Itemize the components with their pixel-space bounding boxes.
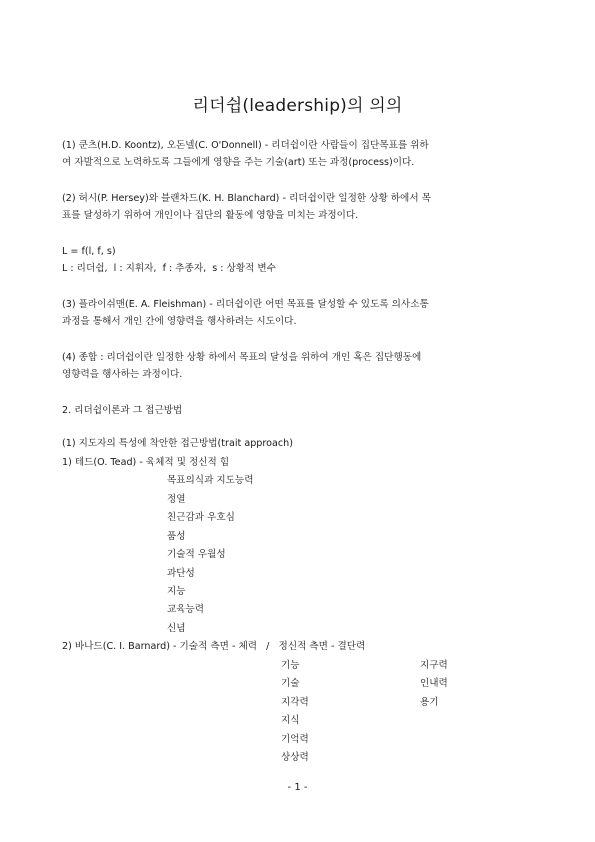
para3-line1: (3) 플라이쉬맨(E. A. Fleishman) - 리더쉽이란 어떤 목표를 달성할 수 있도록 의사소통: [62, 299, 429, 310]
barnard-tech-item: 지각력: [281, 697, 309, 708]
tead-item: 목표의식과 지도능력: [167, 475, 254, 486]
para4-line1: (4) 종합 : 리더쉽이란 일정한 상황 하에서 목표의 달성을 위하여 개인 혹은 집단행동에: [62, 352, 422, 363]
page-number: - 1 -: [287, 782, 308, 793]
trait-heading: (1) 지도자의 특성에 착안한 접근방법(trait approach): [62, 438, 293, 449]
para1-line2: 여 자발적으로 노력하도록 그들에게 영향을 주는 기술(art) 또는 과정(process)이다.: [62, 157, 415, 168]
section-heading: 2. 리더쉽이론과 그 접근방법: [62, 405, 183, 416]
para2-line2: 표를 달성하기 위하여 개인이나 집단의 활동에 영향을 미치는 과정이다.: [62, 210, 359, 221]
formula-line1: L = f(l, f, s): [62, 246, 116, 257]
tead-item: 기술적 우월성: [167, 549, 226, 560]
barnard-mental-item: 인내력: [420, 678, 448, 689]
para2-line1: (2) 허시(P. Hersey)와 블랜차드(K. H. Blanchard) - 리더쉽이란 일정한 상황 하에서 목: [62, 193, 431, 204]
para1-line1: (1) 쿤츠(H.D. Koontz), 오돈넬(C. O'Donnell) - 리더쉽이란 사람들이 집단목표를 위하: [62, 140, 429, 151]
barnard-mental-item: 용기: [420, 697, 439, 708]
para4-line2: 영향력을 행사하는 과정이다.: [62, 369, 183, 380]
tead-item: 과단성: [167, 568, 195, 579]
barnard-tech-item: 상상력: [281, 752, 309, 763]
page-title: 리더쉽(leadership)의 의의: [192, 96, 403, 116]
formula-line2: L : 리더쉽, l : 지휘자, f : 추종자, s : 상황적 변수: [62, 263, 276, 274]
barnard-tech-item: 지식: [281, 715, 300, 726]
tead-item: 품성: [167, 531, 186, 542]
tead-line: 1) 테드(O. Tead) - 육체적 및 정신적 힘: [62, 457, 230, 468]
tead-item: 신념: [167, 623, 186, 634]
barnard-tech-item: 기능: [281, 660, 300, 671]
barnard-line: 2) 바나드(C. I. Barnard) - 기술적 측면 - 체력 / 정신적 측면 - 결단력: [62, 641, 366, 652]
para3-line2: 과정을 통해서 개인 간에 영향력을 행사하려는 시도이다.: [62, 316, 297, 327]
barnard-mental-item: 지구력: [420, 660, 448, 671]
tead-item: 정열: [167, 494, 186, 505]
tead-item: 교육능력: [167, 604, 205, 615]
tead-item: 지능: [167, 586, 186, 597]
tead-item: 친근감과 우호심: [167, 512, 235, 523]
barnard-tech-item: 기억력: [281, 734, 309, 745]
barnard-tech-item: 기술: [281, 678, 300, 689]
